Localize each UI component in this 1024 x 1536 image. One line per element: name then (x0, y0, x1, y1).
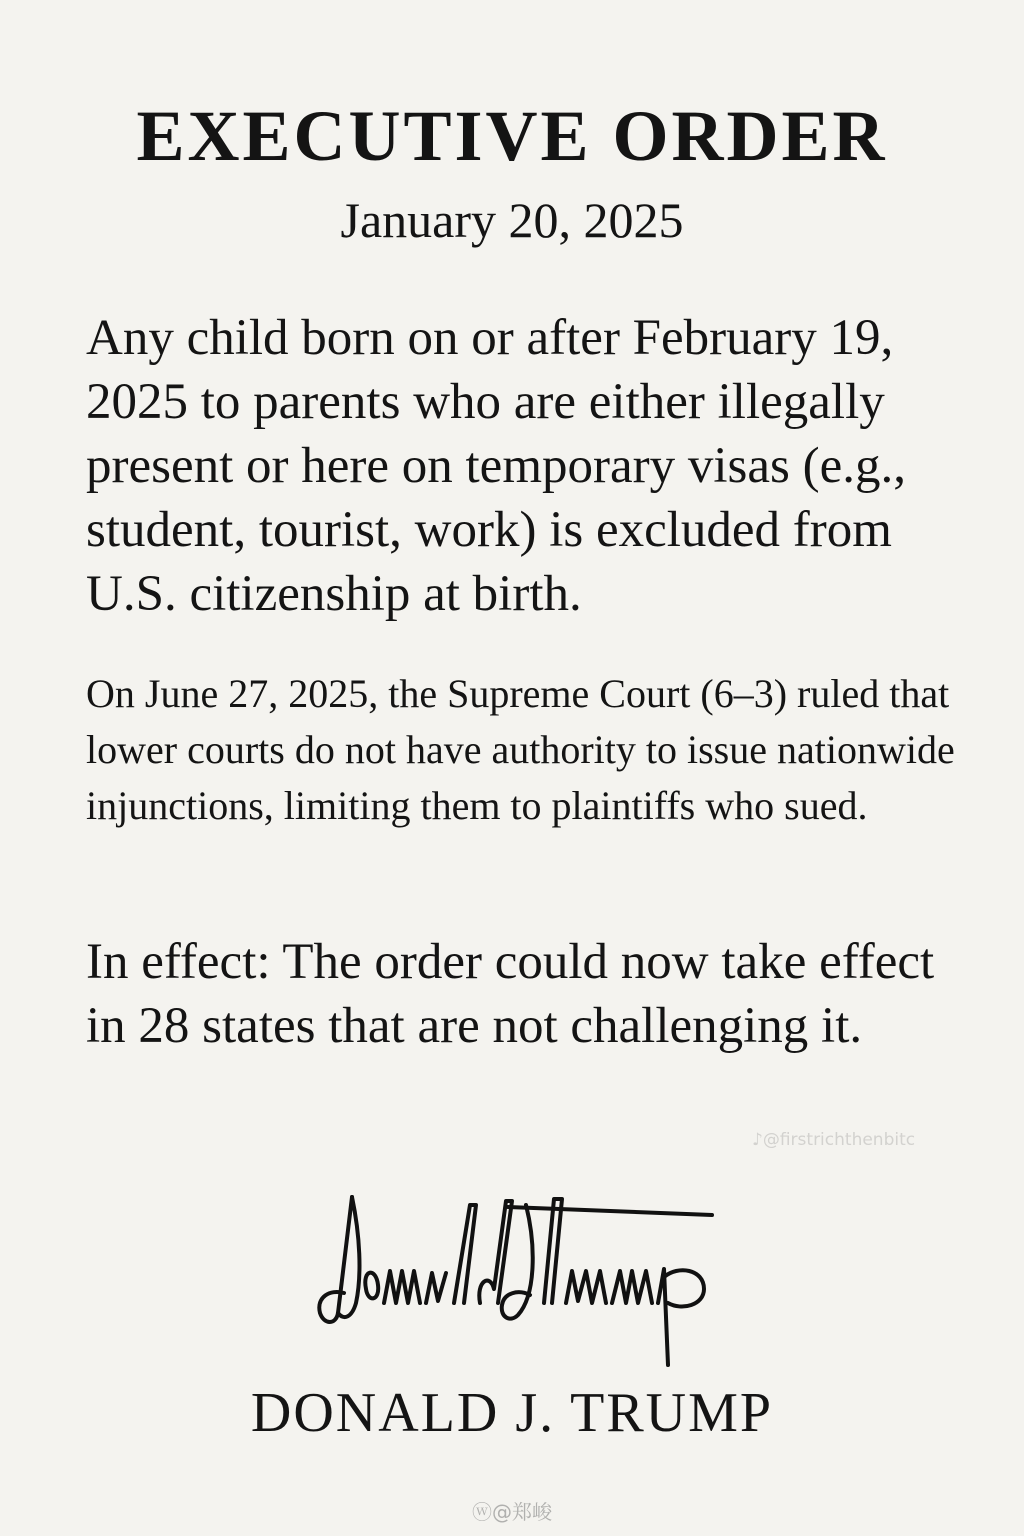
watermark-weibo: ⓦ@郑峻 (472, 1500, 552, 1524)
document-date: January 20, 2025 (340, 192, 684, 248)
supreme-court-paragraph: On June 27, 2025, the Supreme Court (6–3) ruled that lower courts do not have authority to issue nationwide injunctions, limiting them to plaintiffs who sued. (86, 671, 955, 828)
document-title: EXECUTIVE ORDER (136, 96, 888, 176)
in-effect-paragraph: In effect: The order could now take effect in 28 states that are not challenging it. (86, 934, 935, 1054)
order-paragraph: Any child born on or after February 19, 2025 to parents who are either illegally present or here on temporary visas (e.g., student, tourist, work) is excluded from U.S. citizenship at birth. (86, 310, 906, 622)
signature-image (300, 1185, 730, 1375)
watermark-tiktok: ♪@firstrichthenbitc (752, 1130, 916, 1150)
signer-name: DONALD J. TRUMP (250, 1382, 774, 1444)
